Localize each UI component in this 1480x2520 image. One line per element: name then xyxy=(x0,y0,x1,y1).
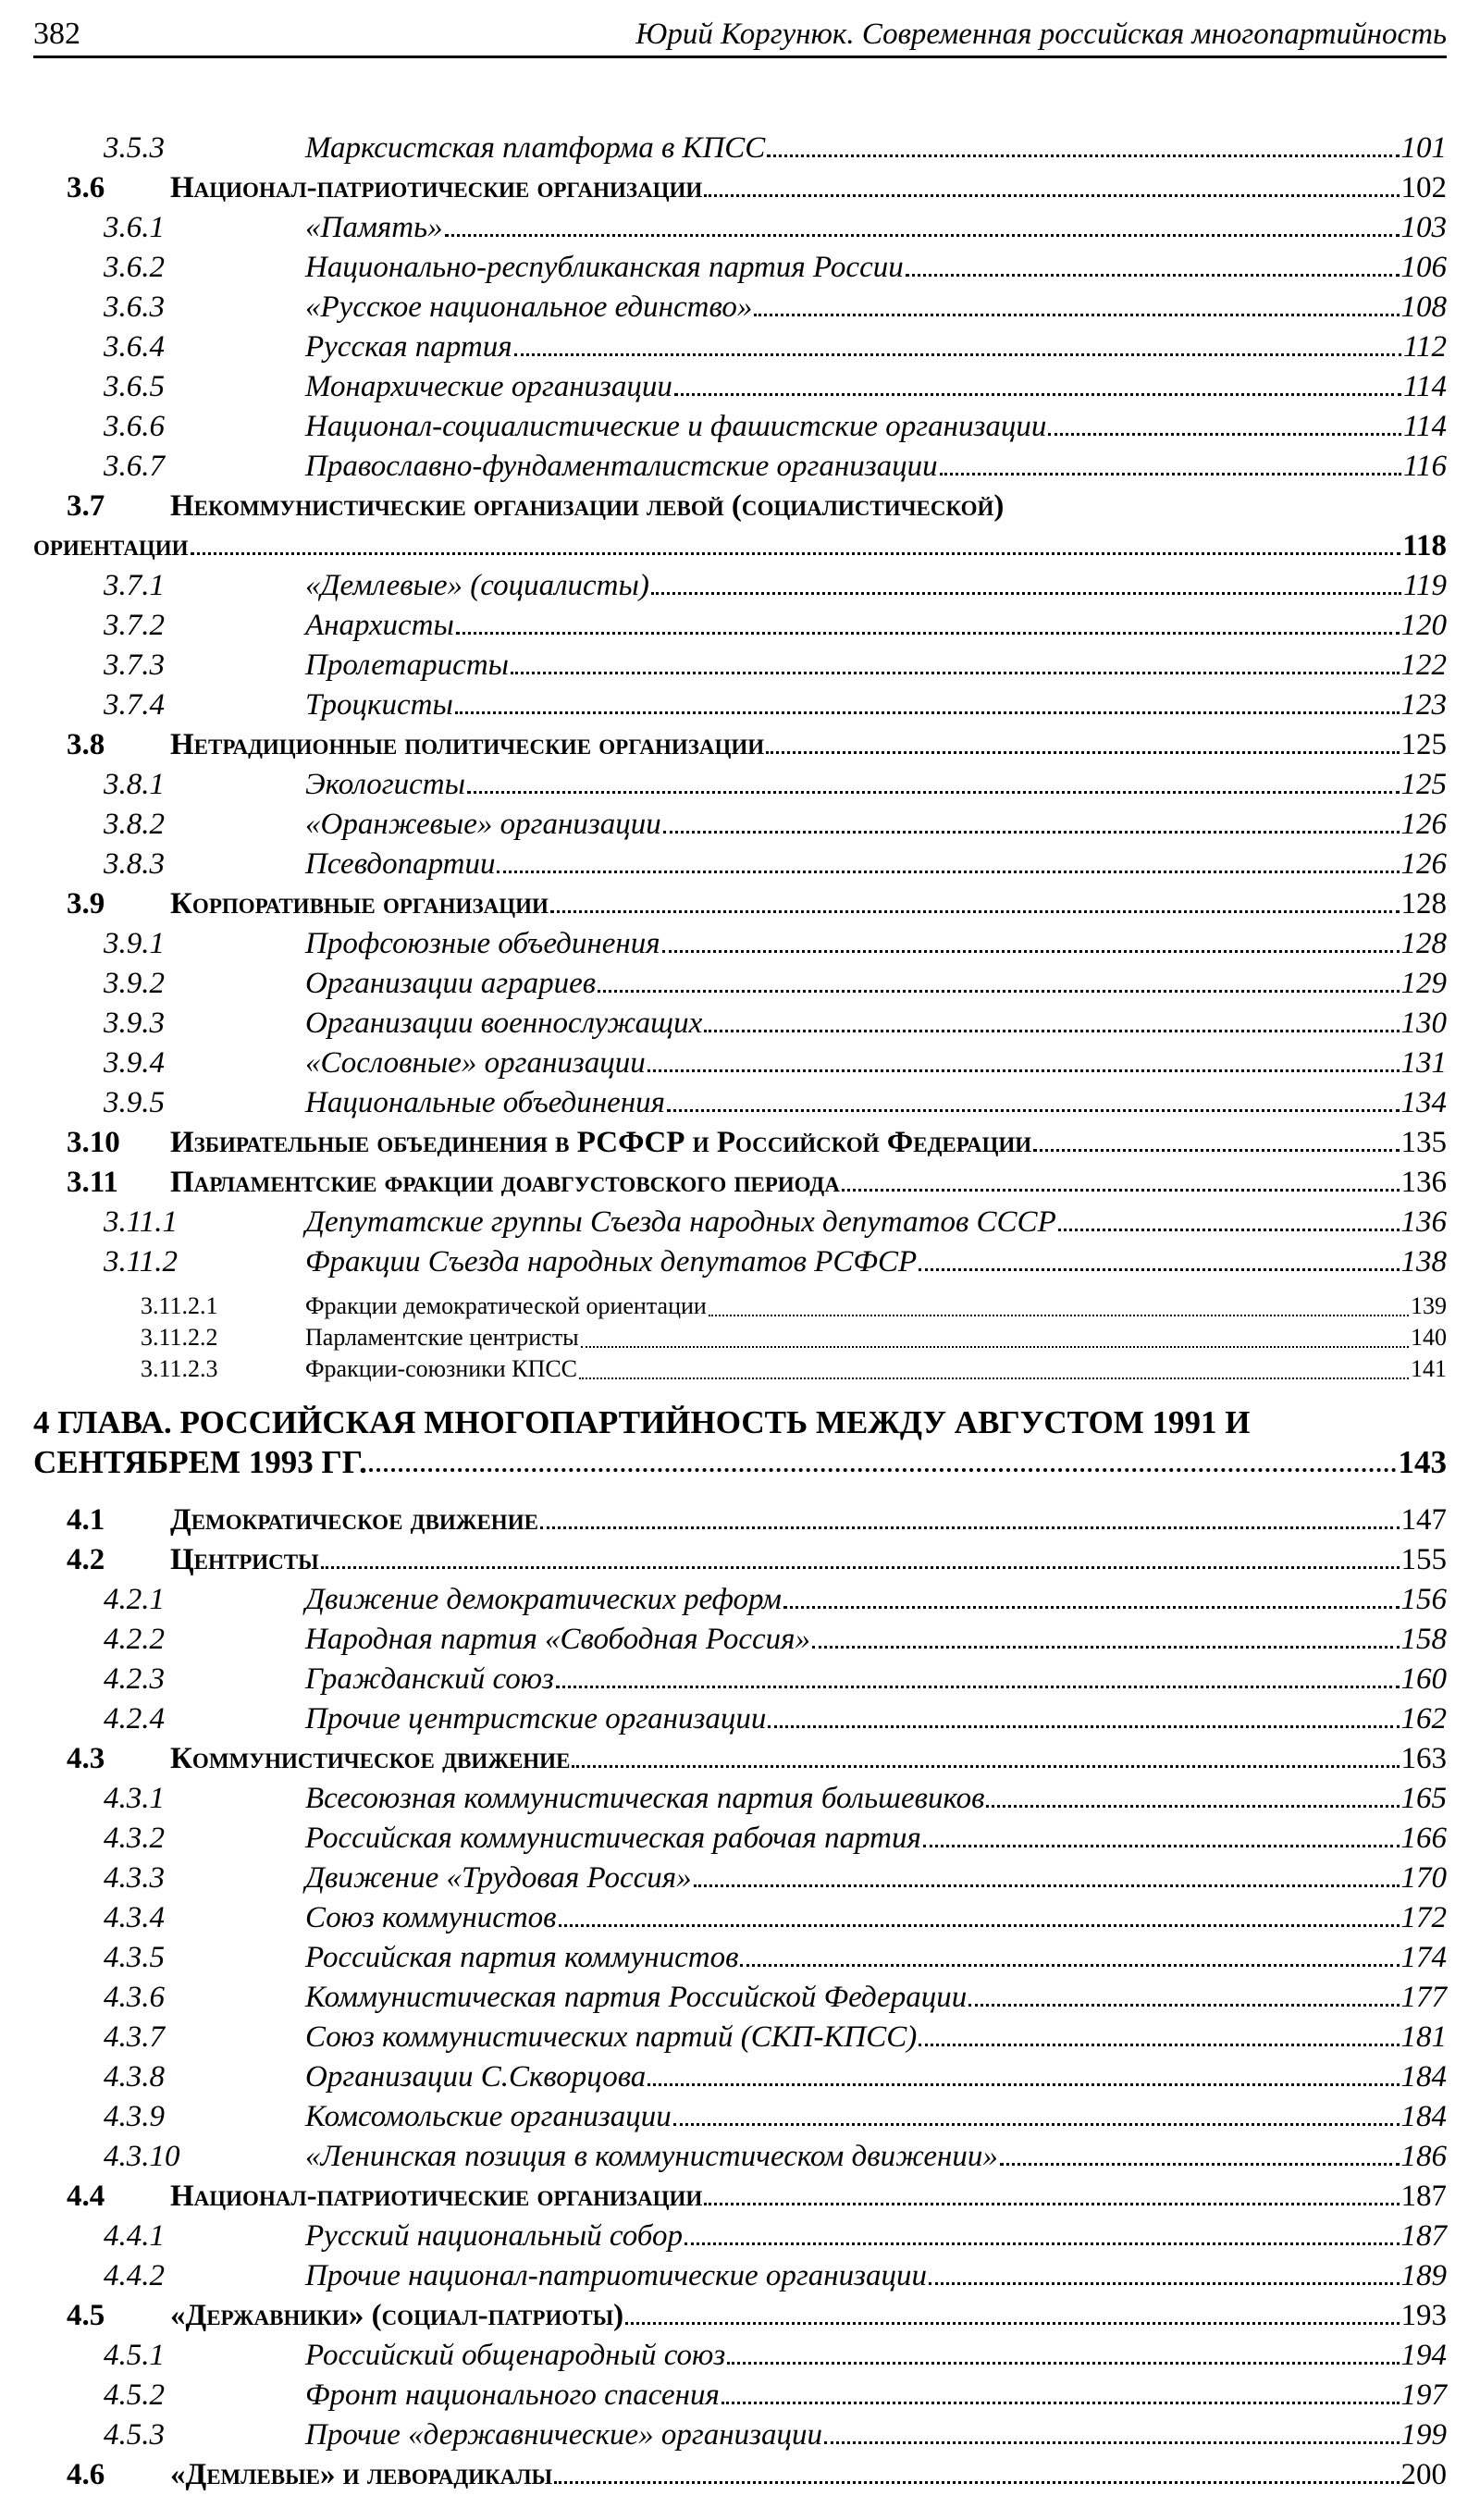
toc-subsubsection[interactable] xyxy=(33,1351,1447,1388)
entry-title: 4 ГЛАВА. РОССИЙСКАЯ МНОГОПАРТИЙНОСТЬ МЕЖДУ АВГУСТОМ 1991 И xyxy=(33,1404,1251,1440)
dot-leader xyxy=(783,1606,1400,1609)
toc-subsection[interactable] xyxy=(33,2098,1447,2135)
entry-title: Избирательные объединения в РСФСР и Российской Федерации xyxy=(170,1126,1032,1159)
entry-page-number: 156 xyxy=(1400,1583,1447,1616)
entry-page-number: 108 xyxy=(1400,290,1447,324)
entry-page-number: 166 xyxy=(1400,1822,1447,1855)
entry-title: Национал-патриотические организации xyxy=(170,2180,703,2213)
entry-page-number: 189 xyxy=(1400,2259,1447,2292)
running-header xyxy=(33,9,1447,58)
entry-page-number: 119 xyxy=(1402,569,1447,602)
toc-subsection[interactable] xyxy=(33,2058,1447,2095)
entry-page-number: 147 xyxy=(1400,1503,1447,1537)
entry-title: Комсомольские организации xyxy=(305,2100,672,2133)
entry-title: Русская партия xyxy=(305,330,512,364)
entry-title: ориентации xyxy=(33,529,189,562)
entry-page-number: 118 xyxy=(1402,529,1447,562)
entry-number: 3.5.3 xyxy=(104,131,165,165)
entry-title: Гражданский союз xyxy=(305,1662,554,1696)
entry-title: «Демлевые» (социалисты) xyxy=(305,569,649,602)
entry-number: 3.7.2 xyxy=(104,609,165,642)
dot-leader xyxy=(704,2203,1399,2205)
toc-subsection[interactable] xyxy=(33,408,1447,445)
dot-leader xyxy=(766,751,1399,754)
toc-subsection[interactable] xyxy=(33,1661,1447,1698)
entry-page-number: 131 xyxy=(1400,1046,1447,1080)
entry-page-number: 155 xyxy=(1400,1543,1447,1576)
toc-subsection[interactable] xyxy=(33,2019,1447,2056)
entry-title: Депутатские группы Съезда народных депутатов СССР xyxy=(305,1205,1056,1239)
entry-page-number: 186 xyxy=(1400,2140,1447,2173)
entry-number: 4.3.2 xyxy=(104,1822,165,1855)
entry-title: Парламентские фракции доавгустовского периода xyxy=(170,1166,840,1199)
toc-subsection[interactable] xyxy=(33,448,1447,485)
toc-section[interactable] xyxy=(33,2178,1447,2215)
dot-leader xyxy=(754,314,1399,316)
entry-page-number: 128 xyxy=(1400,887,1447,920)
dot-leader xyxy=(369,1468,1397,1472)
entry-page-number: 135 xyxy=(1400,1126,1447,1159)
dot-leader xyxy=(767,154,1399,157)
entry-number: 3.6.4 xyxy=(104,330,165,364)
entry-title: Анархисты xyxy=(305,609,454,642)
toc-subsection[interactable] xyxy=(33,1979,1447,2016)
entry-title: Русский национальный собор xyxy=(305,2219,683,2253)
entry-title: Прочие центристские организации xyxy=(305,1702,767,1736)
entry-page-number: 187 xyxy=(1400,2219,1447,2253)
toc-subsection[interactable] xyxy=(33,846,1447,883)
dot-leader xyxy=(579,1377,1409,1379)
dot-leader xyxy=(704,194,1399,197)
entry-number: 3.9.3 xyxy=(104,1007,165,1040)
entry-page-number: 187 xyxy=(1400,2180,1447,2213)
entry-title: Коммунистическое движение xyxy=(170,1742,571,1775)
entry-title: Монархические организации xyxy=(305,370,672,403)
toc-subsection[interactable] xyxy=(33,1780,1447,1817)
dot-leader xyxy=(648,2083,1399,2086)
entry-title: Прочие национал-патриотические организации xyxy=(305,2259,927,2292)
entry-number: 3.11.2 xyxy=(104,1245,179,1279)
toc-section[interactable] xyxy=(33,2297,1447,2334)
dot-leader xyxy=(684,2242,1400,2245)
dot-leader xyxy=(673,2123,1400,2126)
entry-number: 4.3.5 xyxy=(104,1941,165,1974)
entry-title: Движение «Трудовая Россия» xyxy=(305,1861,692,1895)
toc-subsection[interactable] xyxy=(33,130,1447,167)
entry-title: Православно-фундаменталистские организации xyxy=(305,450,938,483)
dot-leader xyxy=(445,234,1400,237)
dot-leader xyxy=(824,2441,1399,2444)
toc-section[interactable] xyxy=(33,2456,1447,2493)
toc-section[interactable] xyxy=(33,1501,1447,1538)
toc-subsection[interactable] xyxy=(33,249,1447,286)
entry-title: «Сословные» организации xyxy=(305,1046,646,1080)
entry-number: 4.3.8 xyxy=(104,2060,165,2094)
dot-leader xyxy=(540,1526,1400,1529)
entry-title: Демократическое движение xyxy=(170,1503,538,1537)
toc-subsection[interactable] xyxy=(33,368,1447,405)
entry-page-number: 102 xyxy=(1400,171,1447,204)
toc-section[interactable] xyxy=(33,169,1447,206)
entry-page-number: 106 xyxy=(1400,251,1447,284)
entry-title: Национал-патриотические организации xyxy=(170,171,703,204)
entry-page-number: 126 xyxy=(1400,847,1447,881)
entry-number: 3.7.3 xyxy=(104,649,165,682)
toc-subsection[interactable] xyxy=(33,1700,1447,1737)
entry-number: 3.6.7 xyxy=(104,450,165,483)
entry-page-number: 136 xyxy=(1400,1166,1447,1199)
page-number: 382 xyxy=(33,17,80,51)
dot-leader xyxy=(556,1686,1400,1688)
entry-title: Фронт национального спасения xyxy=(305,2378,720,2412)
dot-leader xyxy=(321,1566,1400,1569)
entry-number: 4.4 xyxy=(67,2180,105,2213)
dot-leader xyxy=(455,711,1400,714)
toc-subsection[interactable] xyxy=(33,2257,1447,2294)
entry-title: Народная партия «Свободная Россия» xyxy=(305,1623,810,1656)
dot-leader xyxy=(709,1315,1409,1316)
entry-page-number: 134 xyxy=(1400,1086,1447,1119)
entry-title: «Ленинская позиция в коммунистическом движении» xyxy=(305,2140,998,2173)
toc-subsection[interactable] xyxy=(33,289,1447,326)
entry-title: Национально-республиканская партия России xyxy=(305,251,904,284)
dot-leader xyxy=(919,1268,1399,1271)
entry-number: 3.9.4 xyxy=(104,1046,165,1080)
entry-number: 3.8 xyxy=(67,728,105,761)
toc-subsection[interactable] xyxy=(33,1005,1447,1042)
toc-subsection[interactable] xyxy=(33,1204,1447,1241)
entry-number: 3.6.3 xyxy=(104,290,165,324)
entry-page-number: 143 xyxy=(1398,1444,1447,1480)
toc-section[interactable] xyxy=(33,1541,1447,1578)
entry-title: Нетрадиционные политические организации xyxy=(170,728,765,761)
entry-page-number: 194 xyxy=(1400,2339,1447,2372)
dot-leader xyxy=(514,353,1401,356)
entry-page-number: 122 xyxy=(1400,649,1447,682)
entry-page-number: 129 xyxy=(1400,967,1447,1000)
entry-title: Национал-социалистические и фашистские организации xyxy=(305,410,1047,443)
entry-title: «Русское национальное единство» xyxy=(305,290,753,324)
entry-number: 4.5.1 xyxy=(104,2339,165,2372)
entry-number: 3.9.2 xyxy=(104,967,165,1000)
entry-number: 4.3 xyxy=(67,1742,105,1775)
entry-page-number: 193 xyxy=(1400,2299,1447,2332)
entry-page-number: 140 xyxy=(1411,1324,1447,1351)
dot-leader xyxy=(674,393,1401,396)
entry-title: Российская коммунистическая рабочая партия xyxy=(305,1822,921,1855)
running-title: Юрий Коргунюк. Современная российская многопартийность xyxy=(635,18,1447,51)
dot-leader xyxy=(1033,1149,1399,1152)
entry-number: 4.4.2 xyxy=(104,2259,165,2292)
toc-subsection[interactable] xyxy=(33,686,1447,723)
entry-page-number: 162 xyxy=(1400,1702,1447,1736)
toc-subsection[interactable] xyxy=(33,209,1447,246)
entry-title: Российский общенародный союз xyxy=(305,2339,726,2372)
entry-title: СЕНТЯБРЕМ 1993 ГГ. xyxy=(33,1444,367,1480)
dot-leader xyxy=(919,2044,1399,2046)
entry-number: 4.1 xyxy=(67,1503,105,1537)
entry-page-number: 138 xyxy=(1400,1245,1447,1279)
entry-page-number: 158 xyxy=(1400,1623,1447,1656)
toc-subsection[interactable] xyxy=(33,1899,1447,1936)
dot-leader xyxy=(497,871,1399,873)
entry-number: 3.8.1 xyxy=(104,768,165,801)
entry-title: Фракции-союзники КПСС xyxy=(305,1355,578,1382)
dot-leader xyxy=(648,1069,1400,1072)
entry-title: «Память» xyxy=(305,211,443,244)
entry-number: 3.6.5 xyxy=(104,370,165,403)
toc-subsection[interactable] xyxy=(33,1581,1447,1618)
entry-page-number: 128 xyxy=(1400,927,1447,960)
dot-leader xyxy=(456,632,1400,635)
entry-number: 4.3.10 xyxy=(104,2140,180,2173)
entry-title: Национальные объединения xyxy=(305,1086,665,1119)
toc-subsection[interactable] xyxy=(33,1859,1447,1896)
entry-title: Российская партия коммунистов xyxy=(305,1941,739,1974)
entry-number: 3.10 xyxy=(67,1126,120,1159)
entry-page-number: 200 xyxy=(1400,2458,1447,2491)
entry-page-number: 116 xyxy=(1402,450,1447,483)
entry-number: 4.3.6 xyxy=(104,1981,165,2014)
entry-page-number: 101 xyxy=(1400,131,1447,165)
dot-leader xyxy=(581,1346,1409,1348)
toc-subsection[interactable] xyxy=(33,567,1447,604)
entry-title: Троцкисты xyxy=(305,688,453,722)
entry-title: Союз коммунистов xyxy=(305,1901,557,1934)
toc-subsection[interactable] xyxy=(33,647,1447,684)
entry-title: Движение демократических реформ xyxy=(305,1583,782,1616)
entry-number: 4.2 xyxy=(67,1543,105,1576)
entry-number: 4.2.3 xyxy=(104,1662,165,1696)
entry-title: Центристы xyxy=(170,1543,319,1576)
entry-number: 3.6.1 xyxy=(104,211,165,244)
dot-leader xyxy=(986,1805,1399,1808)
entry-number: 4.6 xyxy=(67,2458,105,2491)
entry-number: 3.11.2.2 xyxy=(141,1324,218,1351)
dot-leader xyxy=(662,950,1400,953)
dot-leader xyxy=(559,1924,1400,1927)
entry-title: Парламентские центристы xyxy=(305,1324,579,1351)
entry-number: 3.9.1 xyxy=(104,927,165,960)
dot-leader xyxy=(667,1109,1400,1112)
dot-leader xyxy=(191,552,1401,555)
entry-page-number: 141 xyxy=(1411,1355,1447,1382)
entry-number: 3.7.1 xyxy=(104,569,165,602)
entry-page-number: 172 xyxy=(1400,1901,1447,1934)
toc-chapter[interactable] xyxy=(33,1404,1447,1441)
dot-leader xyxy=(842,1189,1400,1192)
dot-leader xyxy=(704,1030,1399,1032)
toc-subsection[interactable] xyxy=(33,965,1447,1002)
dot-leader xyxy=(651,592,1401,595)
entry-page-number: 177 xyxy=(1400,1981,1447,2014)
entry-number: 3.8.2 xyxy=(104,808,165,841)
toc-section[interactable] xyxy=(33,885,1447,922)
entry-title: Организации военнослужащих xyxy=(305,1007,703,1040)
dot-leader xyxy=(467,791,1400,794)
entry-number: 3.9.5 xyxy=(104,1086,165,1119)
entry-page-number: 120 xyxy=(1400,609,1447,642)
toc-subsection[interactable] xyxy=(33,766,1447,803)
entry-number: 4.2.2 xyxy=(104,1623,165,1656)
entry-title: Прочие «державнические» организации xyxy=(305,2418,823,2452)
entry-number: 4.3.4 xyxy=(104,1901,165,1934)
dot-leader xyxy=(1000,2163,1400,2166)
entry-title: Пролетаристы xyxy=(305,649,509,682)
toc-subsection[interactable] xyxy=(33,1044,1447,1081)
toc-subsection[interactable] xyxy=(33,1243,1447,1280)
dot-leader xyxy=(694,1884,1400,1887)
entry-number: 3.8.3 xyxy=(104,847,165,881)
entry-title: Всесоюзная коммунистическая партия большевиков xyxy=(305,1782,985,1815)
toc-section[interactable] xyxy=(33,488,1447,525)
dot-leader xyxy=(554,2481,1399,2484)
dot-leader xyxy=(929,2282,1400,2285)
entry-number: 4.5 xyxy=(67,2299,105,2332)
toc-section[interactable] xyxy=(33,1124,1447,1161)
dot-leader xyxy=(768,1725,1399,1728)
entry-page-number: 125 xyxy=(1400,728,1447,761)
entry-number: 3.11.2.1 xyxy=(141,1292,218,1319)
entry-page-number: 174 xyxy=(1400,1941,1447,1974)
toc-subsection[interactable] xyxy=(33,1621,1447,1658)
entry-number: 4.3.3 xyxy=(104,1861,165,1895)
toc-subsection[interactable] xyxy=(33,2377,1447,2414)
toc-subsection[interactable] xyxy=(33,1939,1447,1976)
dot-leader xyxy=(812,1646,1400,1649)
entry-page-number: 160 xyxy=(1400,1662,1447,1696)
toc-section-continuation[interactable] xyxy=(33,527,1447,564)
entry-title: «Оранжевые» организации xyxy=(305,808,661,841)
entry-number: 4.5.3 xyxy=(104,2418,165,2452)
entry-page-number: 103 xyxy=(1400,211,1447,244)
entry-page-number: 123 xyxy=(1400,688,1447,722)
entry-number: 3.7.4 xyxy=(104,688,165,722)
dot-leader xyxy=(727,2362,1399,2365)
entry-number: 3.6.6 xyxy=(104,410,165,443)
entry-page-number: 165 xyxy=(1400,1782,1447,1815)
toc-subsection[interactable] xyxy=(33,2138,1447,2175)
entry-page-number: 114 xyxy=(1402,370,1447,403)
entry-number: 3.6.2 xyxy=(104,251,165,284)
entry-page-number: 181 xyxy=(1400,2020,1447,2054)
entry-number: 4.3.1 xyxy=(104,1782,165,1815)
entry-page-number: 139 xyxy=(1411,1292,1447,1319)
entry-title: Фракции Съезда народных депутатов РСФСР xyxy=(305,1245,918,1279)
entry-title: Фракции демократической ориентации xyxy=(305,1292,707,1319)
entry-number: 3.7 xyxy=(67,489,105,523)
dot-leader xyxy=(572,1765,1399,1768)
entry-number: 3.6 xyxy=(67,171,105,204)
dot-leader xyxy=(1058,1229,1400,1231)
entry-title: Марксистская платформа в КПСС xyxy=(305,131,766,165)
entry-title: Союз коммунистических партий (СКП-КПСС) xyxy=(305,2020,918,2054)
entry-number: 3.11.1 xyxy=(104,1205,179,1239)
entry-number: 4.2.1 xyxy=(104,1583,165,1616)
toc-section[interactable] xyxy=(33,1164,1447,1201)
entry-number: 4.2.4 xyxy=(104,1702,165,1736)
entry-page-number: 125 xyxy=(1400,768,1447,801)
entry-number: 4.4.1 xyxy=(104,2219,165,2253)
entry-page-number: 197 xyxy=(1400,2378,1447,2412)
entry-page-number: 136 xyxy=(1400,1205,1447,1239)
dot-leader xyxy=(511,672,1400,674)
entry-title: Профсоюзные объединения xyxy=(305,927,660,960)
entry-title: Организации аграриев xyxy=(305,967,597,1000)
entry-title: «Демлевые» и леворадикалы xyxy=(170,2458,553,2491)
entry-title: Некоммунистические организации левой (социалистической) xyxy=(170,489,1005,523)
entry-title: «Державники» (социал-патриоты) xyxy=(170,2299,624,2332)
toc-subsection[interactable] xyxy=(33,2416,1447,2453)
toc-subsection[interactable] xyxy=(33,806,1447,843)
entry-number: 3.11.2.3 xyxy=(141,1355,218,1382)
entry-page-number: 112 xyxy=(1402,330,1447,364)
dot-leader xyxy=(598,990,1399,993)
toc-subsection[interactable] xyxy=(33,1820,1447,1857)
toc-section[interactable] xyxy=(33,1740,1447,1777)
entry-number: 4.5.2 xyxy=(104,2378,165,2412)
dot-leader xyxy=(923,1845,1400,1847)
entry-title: Экологисты xyxy=(305,768,465,801)
entry-page-number: 126 xyxy=(1400,808,1447,841)
entry-page-number: 184 xyxy=(1400,2100,1447,2133)
entry-page-number: 184 xyxy=(1400,2060,1447,2094)
dot-leader xyxy=(740,1964,1399,1967)
entry-page-number: 163 xyxy=(1400,1742,1447,1775)
entry-page-number: 130 xyxy=(1400,1007,1447,1040)
dot-leader xyxy=(968,2004,1399,2007)
dot-leader xyxy=(940,473,1401,476)
toc-subsection[interactable] xyxy=(33,1084,1447,1121)
toc-section[interactable] xyxy=(33,726,1447,763)
entry-page-number: 114 xyxy=(1402,410,1447,443)
entry-title: Организации С.Скворцова xyxy=(305,2060,647,2094)
entry-title: Псевдопартии xyxy=(305,847,496,881)
entry-number: 4.3.9 xyxy=(104,2100,165,2133)
toc-chapter[interactable] xyxy=(33,1444,1447,1481)
entry-title: Коммунистическая партия Российской Федерации xyxy=(305,1981,968,2014)
dot-leader xyxy=(550,910,1400,913)
toc-subsection[interactable] xyxy=(33,328,1447,365)
dot-leader xyxy=(1048,433,1401,436)
entry-number: 3.11 xyxy=(67,1166,118,1199)
entry-number: 4.3.7 xyxy=(104,2020,165,2054)
toc-subsection[interactable] xyxy=(33,2217,1447,2254)
dot-leader xyxy=(625,2322,1399,2325)
toc-subsection[interactable] xyxy=(33,925,1447,962)
entry-number: 3.9 xyxy=(67,887,105,920)
dot-leader xyxy=(663,831,1400,834)
dot-leader xyxy=(906,274,1400,277)
entry-title: Корпоративные организации xyxy=(170,887,549,920)
entry-page-number: 170 xyxy=(1400,1861,1447,1895)
entry-page-number: 199 xyxy=(1400,2418,1447,2452)
dot-leader xyxy=(722,2402,1400,2404)
toc-subsection[interactable] xyxy=(33,2337,1447,2374)
toc-subsection[interactable] xyxy=(33,607,1447,644)
